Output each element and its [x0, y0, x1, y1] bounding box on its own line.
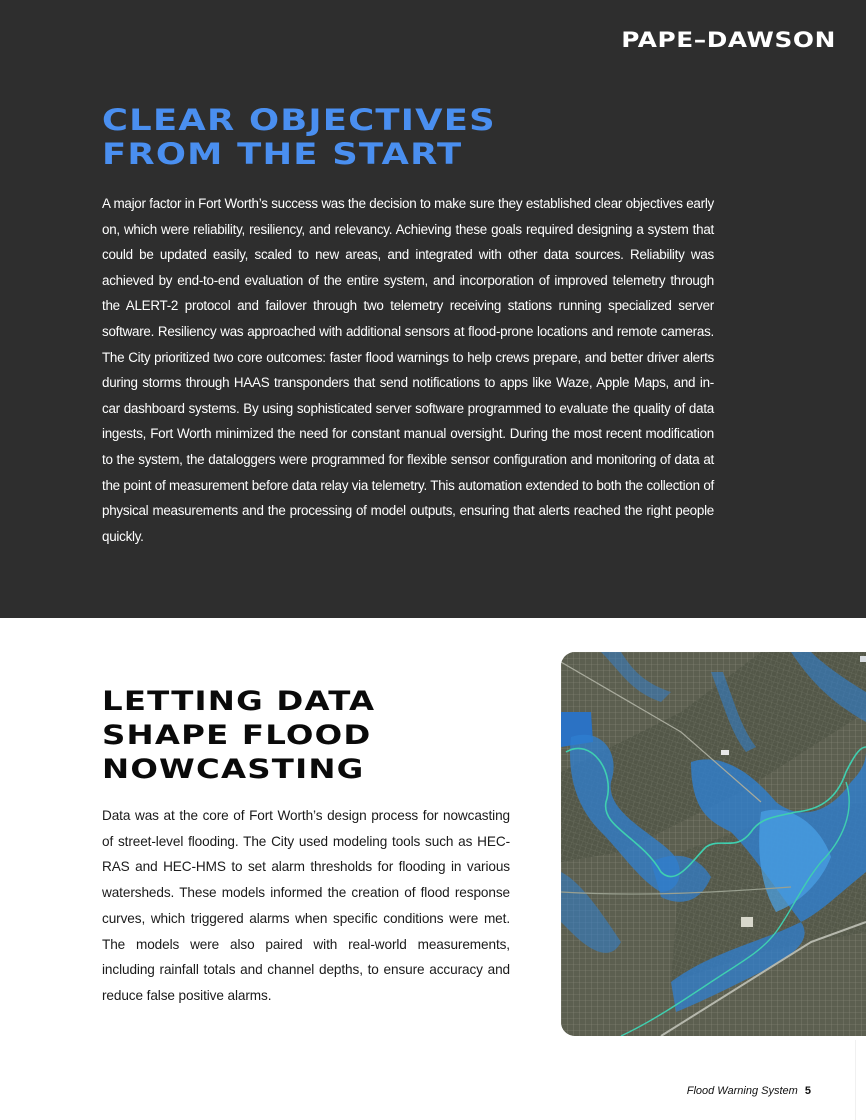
footer-doc-title: Flood Warning System [686, 1085, 798, 1097]
objectives-paragraph: A major factor in Fort Worth’s success was the decision to make sure they established clear objectives early on, which were reliability, resiliency, and relevancy. Achieving these goals required designing a system that could be updated easily, scaled to new areas, and integrated with other data sources. Reliability was achieved by end-to-end evaluation of the entire system, and incorporation of improved telemetry through the ALERT-2 protocol and failover through two telemetry receiving stations running specialized server software. Resiliency was approached with additional sensors at flood-prone locations and remote cameras. The City prioritized two core outcomes: faster flood warnings to help crews prepare, and better driver alerts during storms through HAAS transponders that send notifications to apps like Waze, Apple Maps, and in-car dashboard systems. By using sophisticated server software programmed to evaluate the quality of data ingests, Fort Worth minimized the need for constant manual oversight. During the most recent modification to the system, the dataloggers were programmed for flexible sensor configuration and monitoring of data at the point of measurement before data relay via telemetry. This automation extended to both the collection of physical measurements and the processing of model outputs, ensuring that alerts reached the right people quickly. [102, 196, 714, 544]
section-heading-objectives [102, 103, 496, 171]
flood-map-graphic [561, 652, 866, 1036]
heading-line: CLEAR OBJECTIVES [102, 103, 496, 137]
heading-line: LETTING DATA [102, 686, 376, 717]
brand-logo: PAPE–DAWSON [621, 28, 836, 52]
nowcasting-paragraph: Data was at the core of Fort Worth’s design process for nowcasting of street-level flooding. The City used modeling tools such as HEC-RAS and HEC-HMS to set alarm thresholds for flooding in various watersheds. These models informed the creation of flood response curves, which triggered alarms when specific conditions were met. The models were also paired with real-world measurements, including rainfall totals and channel depths, to ensure accuracy and reduce false positive alarms. [102, 808, 510, 1003]
heading-line: SHAPE FLOOD [102, 720, 372, 751]
heading-line: FROM THE START [102, 137, 463, 171]
page-footer [687, 1085, 811, 1097]
flood-map-image [561, 652, 866, 1036]
page-number: 5 [804, 1085, 811, 1097]
section-heading-nowcasting [102, 685, 375, 787]
heading-line: NOWCASTING [102, 754, 365, 785]
page-edge-divider [855, 1040, 856, 1120]
